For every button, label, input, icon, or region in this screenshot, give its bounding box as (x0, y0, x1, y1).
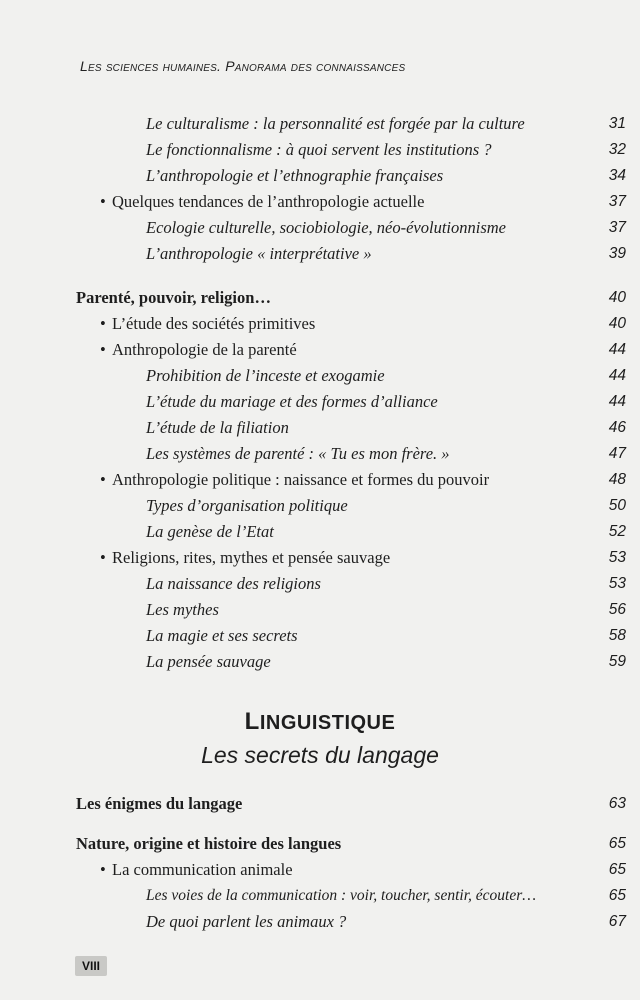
toc-entry[interactable] (146, 598, 626, 622)
toc-entry[interactable] (100, 858, 626, 882)
toc-entry-page: 58 (608, 627, 626, 644)
toc-entry[interactable] (100, 190, 626, 214)
toc-entry-page: 65 (608, 835, 626, 852)
toc-entry[interactable] (100, 338, 626, 362)
toc-entry-page: 67 (608, 913, 626, 930)
toc-entry-page: 65 (608, 861, 626, 878)
toc-entry-title: Quelques tendances de l’anthropologie actuelle (112, 192, 425, 211)
toc-entry[interactable] (146, 624, 626, 648)
toc-entry-title: L’anthropologie et l’ethnographie françaises (146, 166, 444, 185)
toc-entry[interactable] (146, 242, 626, 266)
toc-entry-page: 37 (608, 219, 626, 236)
toc-entry-title: Anthropologie politique : naissance et formes du pouvoir (112, 470, 490, 489)
section-title-initial: L (244, 708, 260, 735)
bullet-icon: • (100, 340, 106, 359)
toc-entry-page: 46 (608, 419, 626, 436)
toc-entry-title: La communication animale (112, 860, 293, 879)
toc-entry[interactable] (146, 390, 626, 414)
toc-entry[interactable] (146, 650, 626, 674)
toc-entry-page: 32 (608, 141, 626, 158)
toc-entry-page: 40 (608, 315, 626, 332)
toc-entry-title: Prohibition de l’inceste et exogamie (146, 366, 385, 385)
toc-entry[interactable] (100, 546, 626, 570)
toc-entry-page: 52 (608, 523, 626, 540)
toc-entry[interactable] (100, 312, 626, 336)
toc-entry[interactable] (146, 494, 626, 518)
toc-entry-page: 31 (608, 115, 626, 132)
toc-entry-title: Parenté, pouvoir, religion… (76, 288, 271, 307)
toc-entry-page: 50 (608, 497, 626, 514)
toc-entry-title: L’étude de la filiation (146, 418, 289, 437)
toc-entry[interactable] (146, 572, 626, 596)
toc-entry-page: 65 (608, 887, 626, 904)
bullet-icon: • (100, 860, 106, 879)
toc-entry-title: La magie et ses secrets (146, 626, 298, 645)
toc-entry[interactable] (76, 792, 626, 816)
toc-entry[interactable] (146, 416, 626, 440)
toc-entry-title: Anthropologie de la parenté (112, 340, 297, 359)
bullet-icon: • (100, 192, 106, 211)
toc-entry-page: 44 (608, 367, 626, 384)
section-subtitle: Les secrets du langage (201, 742, 439, 768)
bullet-icon: • (100, 314, 106, 333)
toc-entry-title: L’étude des sociétés primitives (112, 314, 316, 333)
toc-entry[interactable] (146, 910, 626, 934)
toc-entry-page: 59 (608, 653, 626, 670)
toc-entry-title: Les systèmes de parenté : « Tu es mon frère. » (146, 444, 450, 463)
toc-entry-title: Types d’organisation politique (146, 496, 348, 515)
toc-entry[interactable] (76, 832, 626, 856)
toc-entry-title: Les énigmes du langage (76, 794, 243, 813)
section-title-rest: INGUISTIQUE (259, 712, 396, 734)
toc-entry-page: 37 (608, 193, 626, 210)
toc-entry-page: 44 (608, 393, 626, 410)
toc-entry-title: Le culturalisme : la personnalité est forgée par la culture (146, 114, 525, 133)
running-header-text: Les sciences humaines. Panorama des connaissances (80, 58, 406, 74)
toc-entry[interactable] (146, 138, 626, 162)
toc-entry-title: Les voies de la communication : voir, toucher, sentir, écouter… (146, 887, 537, 904)
toc-entry[interactable] (146, 520, 626, 544)
toc-entry-title: Ecologie culturelle, sociobiologie, néo-évolutionnisme (146, 218, 507, 237)
section-title (0, 708, 640, 736)
bullet-icon: • (100, 548, 106, 567)
toc-entry-page: 53 (608, 575, 626, 592)
toc-entry-title: La pensée sauvage (146, 652, 271, 671)
toc-entry-title: La genèse de l’Etat (146, 522, 274, 541)
toc-entry-page: 63 (608, 795, 626, 812)
toc-entry-title: Les mythes (146, 600, 219, 619)
toc-entry-page: 56 (608, 601, 626, 618)
toc-entry-title: L’étude du mariage et des formes d’alliance (146, 392, 438, 411)
toc-entry[interactable] (146, 364, 626, 388)
toc-entry-title: L’anthropologie « interprétative » (146, 244, 372, 263)
toc-entry[interactable] (100, 468, 626, 492)
toc-entry[interactable] (76, 286, 626, 310)
page-folio: VIII (75, 956, 107, 976)
toc-entry-title: Nature, origine et histoire des langues (76, 834, 342, 853)
toc-entry-page: 47 (608, 445, 626, 462)
toc-entry[interactable] (146, 442, 626, 466)
toc-entry-page: 44 (608, 341, 626, 358)
toc-entry-title: Religions, rites, mythes et pensée sauvage (112, 548, 391, 567)
toc-entry-title: La naissance des religions (146, 574, 321, 593)
toc-entry[interactable] (146, 112, 626, 136)
toc-entry-page: 48 (608, 471, 626, 488)
toc-entry-page: 53 (608, 549, 626, 566)
bullet-icon: • (100, 470, 106, 489)
toc-entry-title: De quoi parlent les animaux ? (146, 912, 347, 931)
toc-entry-page: 39 (608, 245, 626, 262)
toc-entry[interactable] (146, 884, 626, 908)
toc-entry[interactable] (146, 216, 626, 240)
toc-entry-title: Le fonctionnalisme : à quoi servent les institutions ? (146, 140, 492, 159)
toc-entry[interactable] (146, 164, 626, 188)
toc-entry-page: 40 (608, 289, 626, 306)
toc-entry-page: 34 (608, 167, 626, 184)
